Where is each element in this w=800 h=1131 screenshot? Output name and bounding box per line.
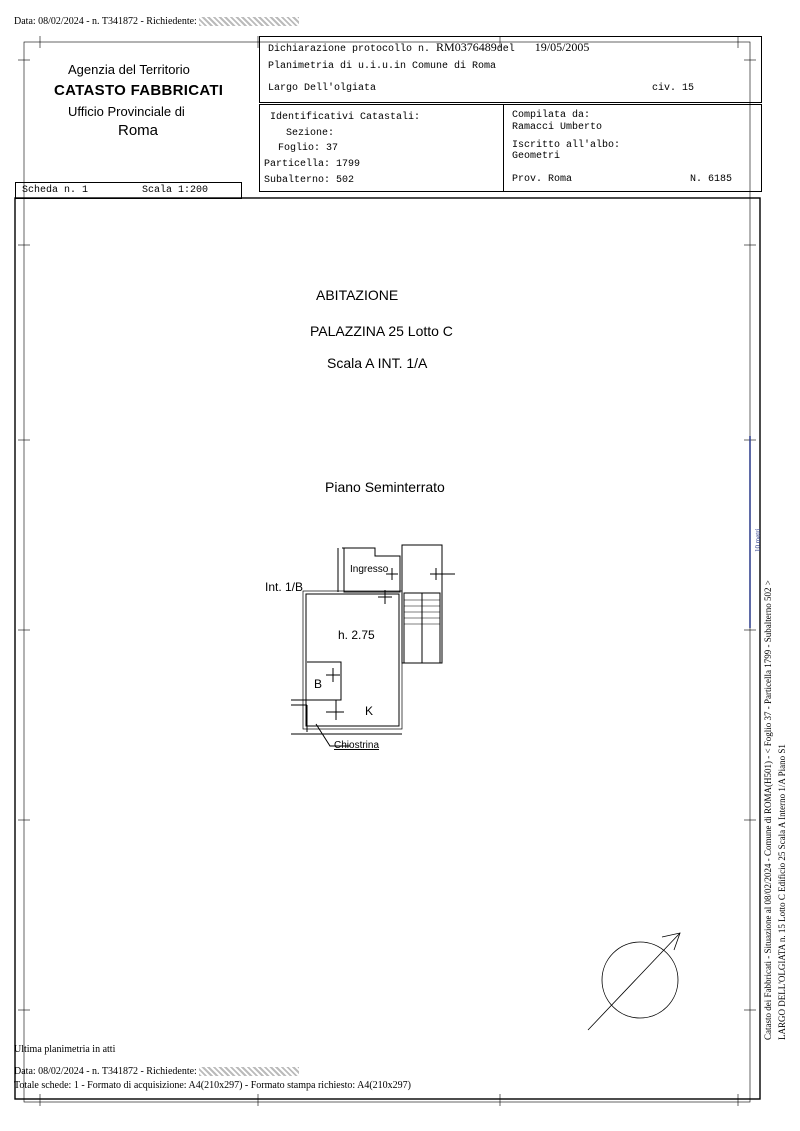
declaration-line [268,40,589,55]
declaration-date: 19/05/2005 [534,40,590,54]
compiler-box [503,104,762,192]
albo-number: N. 6185 [690,174,733,185]
sezione: Sezione: [286,128,335,139]
top-request-text: Data: 08/02/2024 - n. T341872 - Richiedente: [14,16,197,27]
side-address-line: LARGO DELL'OLGIATA n. 15 Lotto C Edificio 25 Scala A Interno 1/A Piano S1 [777,744,787,1040]
particella: Particella: 1799 [264,159,361,170]
scheda-scale: Scala 1:200 [142,185,209,196]
footer-totale: Totale schede: 1 - Formato di acquisizione: A4(210x297) - Formato stampa richiesto: A4(210x297) [14,1080,411,1091]
scheda-box [15,182,242,199]
scheda-number: Scheda n. 1 [22,185,89,196]
declaration-box [259,36,762,103]
planimetria-line: Planimetria di u.i.u.in Comune di Roma [268,61,497,72]
compiler-name: Ramacci Umberto [512,122,603,133]
room-height: h. 2.75 [338,628,375,642]
identifiers-title: Identificativi Catastali: [270,112,421,123]
civic-number: civ. 15 [652,83,695,94]
agency-name: Agenzia del Territorio [68,62,190,77]
footer-data-line [14,1066,299,1077]
identifiers-box [259,104,504,192]
chiostrina-label: Chiostrina [334,740,380,751]
agency-city: Roma [118,122,159,139]
plan-title-abitazione: ABITAZIONE [316,287,399,303]
agency-catasto: CATASTO FABBRICATI [54,82,224,99]
plan-title-scala: Scala A INT. 1/A [327,355,428,371]
footer-data-text: Data: 08/02/2024 - n. T341872 - Richiedente: [14,1066,197,1077]
albo-value: Geometri [512,151,561,162]
side-situation-line: Catasto dei Fabbricati - Situazione al 08/02/2024 - Comune di ROMA(H501) - < Foglio 37 - Particella 1799 - Subalterno 502 > [763,580,773,1040]
del-label: del [496,44,515,55]
compiler-title: Compilata da: [512,110,591,121]
room-kitchen: K [365,704,374,718]
room-ingresso: Ingresso [350,564,389,575]
floor-label: Piano Seminterrato [325,479,445,495]
footer-ultima: Ultima planimetria in atti [14,1044,116,1055]
protocol-number: RM0376489 [436,40,497,54]
room-bathroom: B [314,677,323,691]
agency-office: Ufficio Provinciale di [68,104,185,119]
subalterno: Subalterno: 502 [264,175,355,186]
address-line: Largo Dell'olgiata [268,83,377,94]
interior-label: Int. 1/B [265,580,304,594]
foglio: Foglio: 37 [278,143,339,154]
declaration-label: Dichiarazione protocollo n. [268,44,431,55]
side-scale-label: 10 metri [754,528,762,552]
footer-redacted-requester [199,1067,299,1076]
plan-title-palazzina: PALAZZINA 25 Lotto C [310,323,453,339]
province: Prov. Roma [512,174,573,185]
albo-label: Iscritto all'albo: [512,140,621,151]
